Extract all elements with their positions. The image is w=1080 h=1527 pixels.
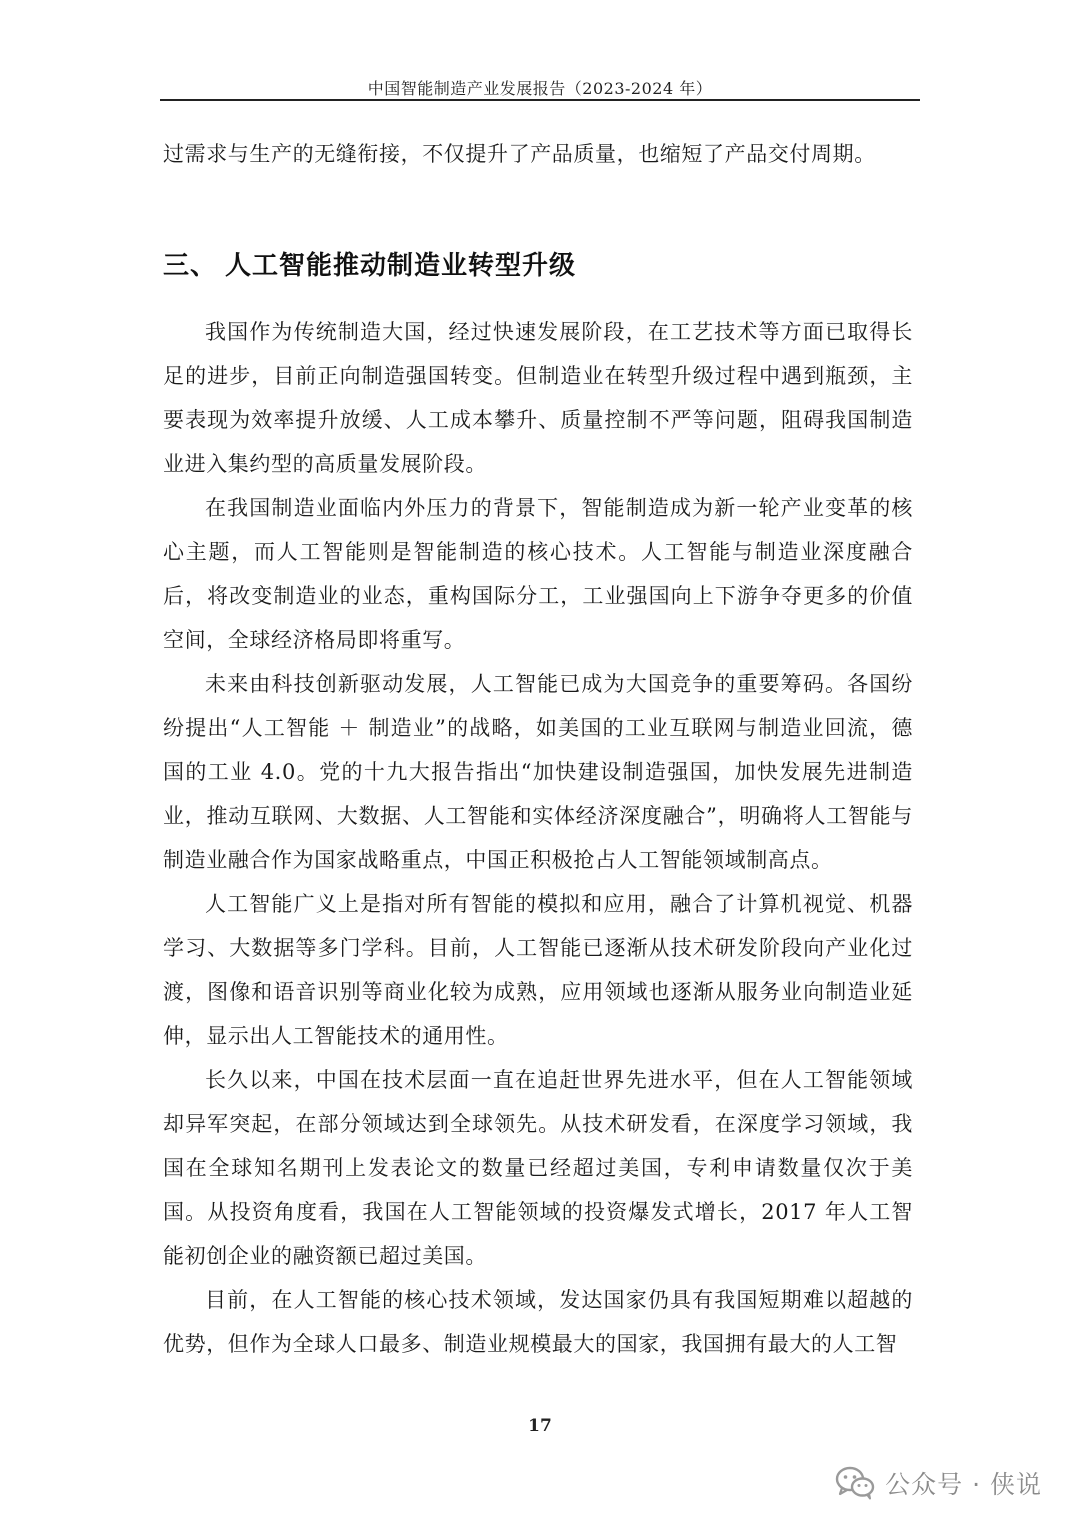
paragraph: 未来由科技创新驱动发展，人工智能已成为大国竞争的重要筹码。各国纷纷提出“人工智能 ＋ 制造业”的战略，如美国的工业互联网与制造业回流，德国的工业 4.0。党的十九大报告指出“加快建设制造强国，加快发展先进制造业，推动互联网、大数据、人工智能和实体经济深度融合”，明确将人工智能与制造业融合作为国家战略重点，中国正积极抢占人工智能领域制高点。 [163, 672, 913, 872]
running-header: 中国智能制造产业发展报告（2023-2024 年） [367, 79, 713, 98]
section-title: 人工智能推动制造业转型升级 [225, 251, 577, 281]
wechat-icon [835, 1466, 875, 1500]
paragraph: 长久以来，中国在技术层面一直在追赶世界先进水平，但在人工智能领域却异军突起，在部分领域达到全球领先。从技术研发看，在深度学习领域，我国在全球知名期刊上发表论文的数量已经超过美国，专利申请数量仅次于美国。从投资角度看，我国在人工智能领域的投资爆发式增长，2017 年人工智能初创企业的融资额已超过美国。 [163, 1068, 913, 1268]
watermark [835, 1465, 1042, 1501]
section-body [163, 310, 913, 1366]
section-heading [163, 244, 913, 288]
header-rule [160, 99, 920, 101]
paragraph: 目前，在人工智能的核心技术领域，发达国家仍具有我国短期难以超越的优势，但作为全球人口最多、制造业规模最大的国家，我国拥有最大的人工智 [163, 1288, 913, 1356]
paragraph: 在我国制造业面临内外压力的背景下，智能制造成为新一轮产业变革的核心主题，而人工智能则是智能制造的核心技术。人工智能与制造业深度融合后，将改变制造业的业态，重构国际分工，工业强国向上下游争夺更多的价值空间，全球经济格局即将重写。 [163, 496, 913, 652]
paragraph: 我国作为传统制造大国，经过快速发展阶段，在工艺技术等方面已取得长足的进步，目前正向制造强国转变。但制造业在转型升级过程中遇到瓶颈，主要表现为效率提升放缓、人工成本攀升、质量控制不严等问题，阻碍我国制造业进入集约型的高质量发展阶段。 [163, 320, 913, 476]
continued-paragraph: 过需求与生产的无缝衔接，不仅提升了产品质量，也缩短了产品交付周期。 [163, 142, 876, 166]
paragraph: 人工智能广义上是指对所有智能的模拟和应用，融合了计算机视觉、机器学习、大数据等多门学科。目前，人工智能已逐渐从技术研发阶段向产业化过渡，图像和语音识别等商业化较为成熟，应用领域也逐渐从服务业向制造业延伸，显示出人工智能技术的通用性。 [163, 892, 913, 1048]
watermark-text: 公众号 · 侠说 [885, 1470, 1042, 1499]
section-number: 三、 [163, 251, 218, 281]
page-number: 17 [528, 1416, 552, 1436]
